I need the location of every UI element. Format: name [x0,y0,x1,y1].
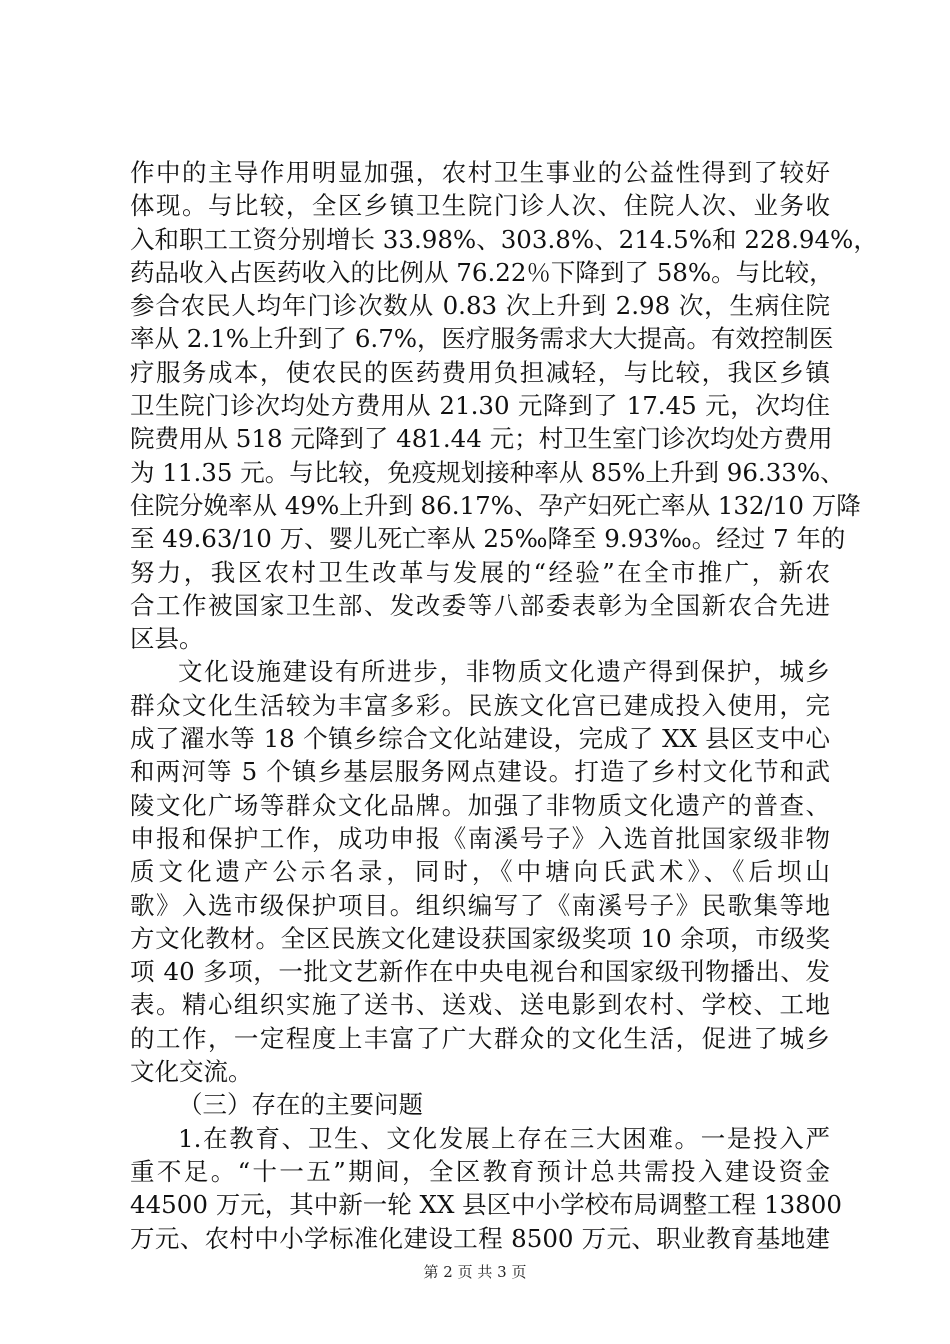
text-line: 努力，我区农村卫生改革与发展的“经验”在全市推广，新农 [130,557,830,587]
text-line: 至 49.63/10 万、婴儿死亡率从 25‰降至 9.93‰。经过 7 年的 [130,524,846,554]
text-line: 项 40 多项，一批文艺新作在中央电视台和国家级刊物播出、发 [130,957,830,987]
text-line: 区县。 [130,624,204,654]
text-line: 文化交流。 [130,1057,253,1087]
text-line: 申报和保护工作，成功申报《南溪号子》入选首批国家级非物 [130,823,830,853]
text-line: 的工作，一定程度上丰富了广大群众的文化生活，促进了城乡 [130,1023,830,1053]
text-line: 质文化遗产公示名录，同时，《中塘向氏武术》、《后坝山 [130,857,830,887]
text-line: 方文化教材。全区民族文化建设获国家级奖项 10 余项，市级奖 [130,923,830,953]
text-line: 表。精心组织实施了送书、送戏、送电影到农村、学校、工地 [130,990,830,1020]
text-line: 体现。与比较，全区乡镇卫生院门诊人次、住院人次、业务收 [130,191,830,221]
text-line: 陵文化广场等群众文化品牌。加强了非物质文化遗产的普查、 [130,790,830,820]
text-line: 万元、农村中小学标准化建设工程 8500 万元、职业教育基地建 [130,1223,830,1253]
text-line: 药品收入占医药收入的比例从 76.22％下降到了 58%。与比较， [130,257,834,287]
text-line: 院费用从 518 元降到了 481.44 元；村卫生室门诊次均处方费用 [130,424,833,454]
text-line: 成了濯水等 18 个镇乡综合文化站建设，完成了 XX 县区支中心 [130,724,830,754]
text-line: 1.在教育、卫生、文化发展上存在三大困难。一是投入严 [178,1123,830,1153]
text-line: 群众文化生活较为丰富多彩。民族文化宫已建成投入使用，完 [130,690,830,720]
text-line: （三）存在的主要问题 [178,1090,423,1120]
text-line: 为 11.35 元。与比较，免疫规划接种率从 85%上升到 96.33%、 [130,457,845,487]
text-line: 重不足。“十一五”期间，全区教育预计总共需投入建设资金 [130,1156,830,1186]
text-line: 和两河等 5 个镇乡基层服务网点建设。打造了乡村文化节和武 [130,757,830,787]
text-line: 率从 2.1%上升到了 6.7%，医疗服务需求大大提高。有效控制医 [130,324,834,354]
document-body [130,156,878,1255]
text-line: 合工作被国家卫生部、发改委等八部委表彰为全国新农合先进 [130,590,830,620]
text-line: 歌》入选市级保护项目。组织编写了《南溪号子》民歌集等地 [130,890,830,920]
text-line: 入和职工工资分别增长 33.98%、303.8%、214.5%和 228.94%， [130,224,878,254]
text-line: 疗服务成本，使农民的医药费用负担减轻，与比较，我区乡镇 [130,357,830,387]
text-line: 作中的主导作用明显加强，农村卫生事业的公益性得到了较好 [130,158,830,187]
page-footer: 第 2 页 共 3 页 [423,1263,527,1281]
text-line: 44500 万元，其中新一轮 XX 县区中小学校布局调整工程 13800 [130,1190,842,1220]
text-line: 文化设施建设有所进步，非物质文化遗产得到保护，城乡 [178,657,830,687]
text-line: 住院分娩率从 49%上升到 86.17%、孕产妇死亡率从 132/10 万降 [130,490,861,520]
text-line: 参合农民人均年门诊次数从 0.83 次上升到 2.98 次，生病住院 [130,291,830,321]
text-line: 卫生院门诊次均处方费用从 21.30 元降到了 17.45 元，次均住 [130,391,830,421]
